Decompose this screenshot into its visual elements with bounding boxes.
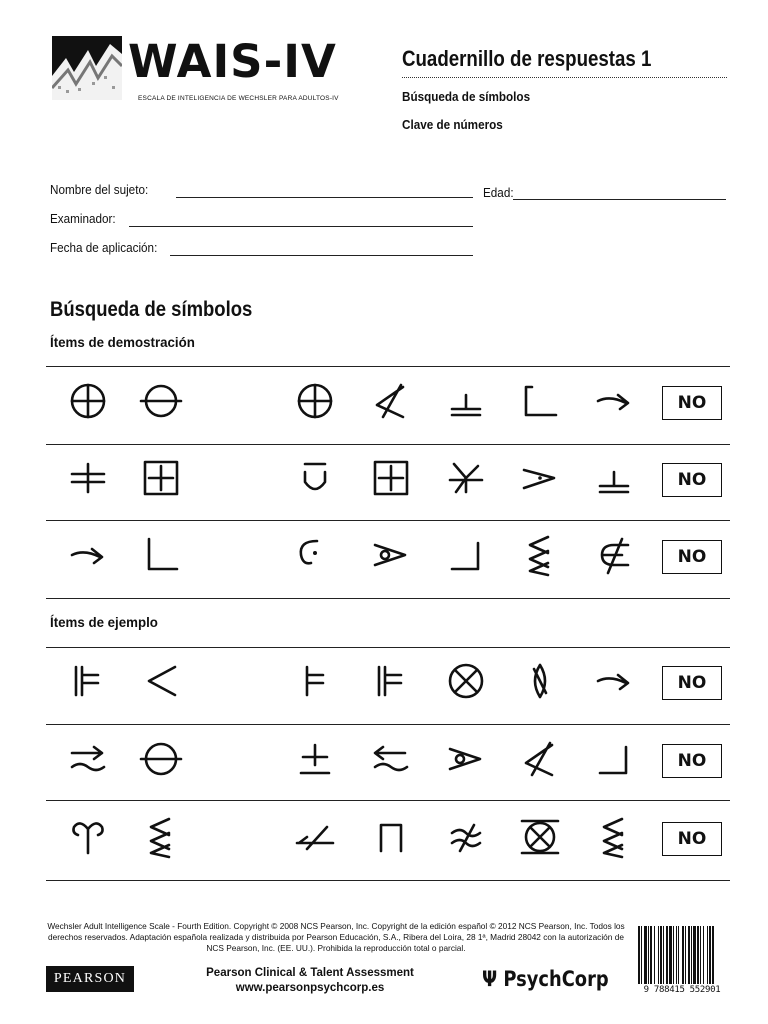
examiner-label: Examinador:: [50, 211, 116, 226]
row-divider: [46, 444, 730, 445]
date-field[interactable]: [170, 255, 473, 256]
search-symbol-vee-dot-icon[interactable]: [518, 456, 562, 500]
no-answer-box[interactable]: NO: [662, 744, 722, 778]
no-answer-box[interactable]: NO: [662, 822, 722, 856]
psi-icon: Ψ: [482, 967, 498, 991]
wais-title: WAIS-IV: [128, 35, 337, 88]
row-divider: [46, 800, 730, 801]
search-symbol-square-bracket-corner-icon[interactable]: [518, 379, 562, 423]
search-symbol-circle-plus-icon[interactable]: [293, 379, 337, 423]
search-symbol-triple-chevron-icon[interactable]: [592, 815, 636, 859]
example-items-title: Ítems de ejemplo: [50, 614, 158, 630]
search-symbol-circle-x-bars-icon[interactable]: [518, 815, 562, 859]
no-answer-box[interactable]: NO: [662, 666, 722, 700]
search-symbol-boxed-plus-icon[interactable]: [369, 456, 413, 500]
no-answer-box[interactable]: NO: [662, 540, 722, 574]
search-symbol-plus-minus-icon[interactable]: [293, 737, 337, 781]
search-symbol-y-cross-icon[interactable]: [444, 456, 488, 500]
search-symbol-corner-j-icon[interactable]: [592, 737, 636, 781]
search-symbol-vee-circle-icon[interactable]: [444, 737, 488, 781]
subtest-symbol-search: Búsqueda de símbolos: [402, 89, 531, 104]
name-label: Nombre del sujeto:: [50, 182, 149, 197]
subtest-coding: Clave de números: [402, 117, 503, 132]
no-answer-box[interactable]: NO: [662, 386, 722, 420]
search-symbol-corner-j-icon[interactable]: [444, 533, 488, 577]
search-symbol-angle-cross-icon[interactable]: [369, 379, 413, 423]
search-symbol-hook-arrow-icon[interactable]: [592, 379, 636, 423]
search-symbol-double-bar-f-icon[interactable]: [369, 659, 413, 703]
psychcorp-label: PsychCorp: [503, 967, 609, 991]
pearson-logo: PEARSON: [46, 966, 134, 992]
search-symbol-pi-shape-icon[interactable]: [369, 815, 413, 859]
row-divider: [46, 520, 730, 521]
search-symbol-circle-x-icon[interactable]: [444, 659, 488, 703]
publisher-name: Pearson Clinical & Talent Assessment: [206, 967, 414, 979]
date-label: Fecha de aplicación:: [50, 240, 158, 255]
demo-items-title: Ítems de demostración: [50, 334, 195, 350]
target-symbol-hook-arrow-icon: [66, 533, 110, 577]
search-symbol-overbar-cup-icon[interactable]: [293, 456, 337, 500]
section-title: Búsqueda de símbolos: [50, 298, 253, 321]
target-symbol-triple-chevron-icon: [139, 815, 183, 859]
title-divider: [402, 77, 727, 78]
search-symbol-perp-double-icon[interactable]: [444, 379, 488, 423]
target-symbol-circle-hbar-icon: [139, 737, 183, 781]
psychcorp-logo: [482, 967, 609, 991]
search-symbol-tilde-cross-icon[interactable]: [444, 815, 488, 859]
target-symbol-boxed-plus-icon: [139, 456, 183, 500]
target-symbol-corner-l-icon: [139, 533, 183, 577]
target-symbol-double-bar-cross-icon: [66, 456, 110, 500]
search-symbol-vee-circle-icon[interactable]: [369, 533, 413, 577]
search-symbol-perp-double-icon[interactable]: [592, 456, 636, 500]
barcode: [636, 926, 728, 986]
search-symbol-lens-cross-icon[interactable]: [518, 659, 562, 703]
target-symbol-arrow-over-tilde-icon: [66, 737, 110, 781]
name-field[interactable]: [176, 197, 473, 198]
search-symbol-harpoon-slash-icon[interactable]: [293, 815, 337, 859]
target-symbol-circle-plus-icon: [66, 379, 110, 423]
wais-logo-mark: [52, 36, 122, 100]
booklet-title: Cuadernillo de respuestas 1: [402, 46, 652, 71]
search-symbol-triple-chevron-icon[interactable]: [518, 533, 562, 577]
search-symbol-hook-arrow-icon[interactable]: [592, 659, 636, 703]
target-symbol-less-than-icon: [139, 659, 183, 703]
row-divider: [46, 724, 730, 725]
row-divider: [46, 647, 730, 648]
age-field[interactable]: [513, 199, 726, 200]
search-symbol-c-dot-icon[interactable]: [293, 533, 337, 577]
target-symbol-circle-hbar-icon: [139, 379, 183, 423]
target-symbol-double-bar-f-icon: [66, 659, 110, 703]
isbn-number: 9 788415 552901: [643, 985, 721, 995]
publisher-url: www.pearsonpsychcorp.es: [235, 982, 385, 994]
search-symbol-not-subset-icon[interactable]: [592, 533, 636, 577]
search-symbol-angle-cross-icon[interactable]: [518, 737, 562, 781]
wais-subtitle: ESCALA DE INTELIGENCIA DE WECHSLER PARA ADULTOS-IV: [138, 95, 339, 102]
no-answer-box[interactable]: NO: [662, 463, 722, 497]
search-symbol-bar-f-icon[interactable]: [293, 659, 337, 703]
examiner-field[interactable]: [129, 226, 473, 227]
row-divider: [46, 880, 730, 881]
search-symbol-arrow-left-tilde-icon[interactable]: [369, 737, 413, 781]
publisher-info: [200, 966, 420, 996]
row-divider: [46, 598, 730, 599]
row-divider: [46, 366, 730, 367]
age-label: Edad:: [483, 185, 514, 200]
copyright-text: Wechsler Adult Intelligence Scale - Fourth Edition. Copyright © 2008 NCS Pearson, Inc. Copyright de la edición español © 2012 NCS Pearson, Inc. Todos los derechos reservados. Adaptación española realizada y distribuida por Pearson Educación, S.A., Ribera del Loira, 28 1ª, Madrid 28042 con la autorización de NCS Pearson, Inc. (EE. UU.). Prohibida la reproducción total o parcial.: [47, 921, 625, 953]
target-symbol-ram-horns-icon: [66, 815, 110, 859]
